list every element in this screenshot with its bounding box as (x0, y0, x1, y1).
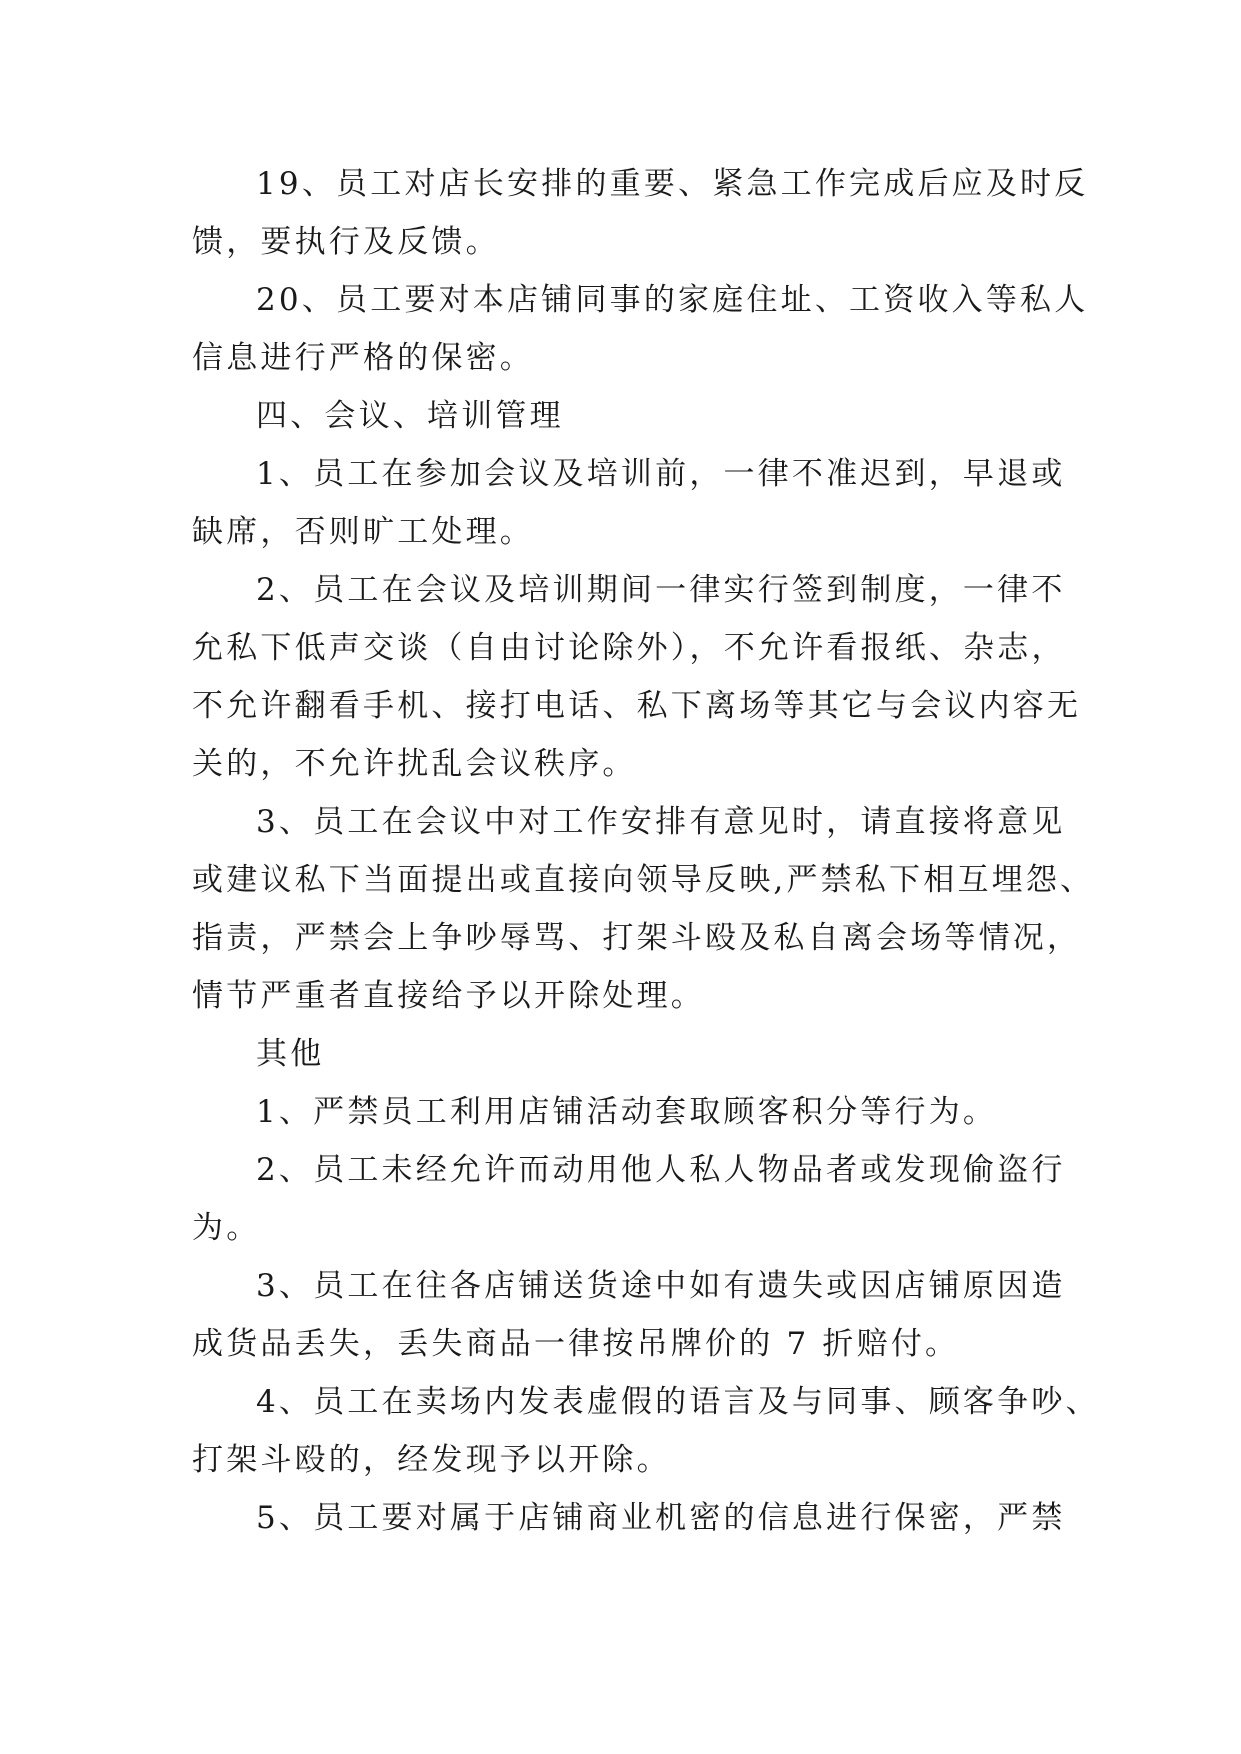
text-line: 馈，要执行及反馈。 (192, 224, 500, 260)
text-line: 1、严禁员工利用店铺活动套取顾客积分等行为。 (256, 1094, 998, 1130)
text-line: 19、员工对店长安排的重要、紧急工作完成后应及时反 (256, 166, 1089, 202)
text-line: 关的，不允许扰乱会议秩序。 (192, 746, 637, 782)
text-line: 指责，严禁会上争吵辱骂、打架斗殴及私自离会场等情况， (192, 920, 1082, 956)
text-line: 3、员工在往各店铺送货途中如有遗失或因店铺原因造 (256, 1268, 1066, 1304)
text-line: 信息进行严格的保密。 (192, 340, 534, 376)
section-heading: 四、会议、培训管理 (256, 398, 564, 434)
text-line: 成货品丢失，丢失商品一律按吊牌价的 7 折赔付。 (192, 1326, 960, 1362)
text-line: 或建议私下当面提出或直接向领导反映,严禁私下相互埋怨、 (192, 862, 1095, 898)
text-line: 4、员工在卖场内发表虚假的语言及与同事、顾客争吵、 (256, 1384, 1100, 1420)
text-line: 缺席，否则旷工处理。 (192, 514, 534, 550)
text-line: 20、员工要对本店铺同事的家庭住址、工资收入等私人 (256, 282, 1089, 318)
text-line: 1、员工在参加会议及培训前，一律不准迟到，早退或 (256, 456, 1066, 492)
text-line: 3、员工在会议中对工作安排有意见时，请直接将意见 (256, 804, 1066, 840)
text-line: 为。 (192, 1210, 261, 1246)
text-line: 打架斗殴的，经发现予以开除。 (192, 1442, 671, 1478)
text-line: 允私下低声交谈（自由讨论除外），不允许看报纸、杂志， (192, 630, 1066, 666)
text-line: 情节严重者直接给予以开除处理。 (192, 978, 705, 1014)
text-line: 2、员工在会议及培训期间一律实行签到制度，一律不 (256, 572, 1066, 608)
text-line: 2、员工未经允许而动用他人私人物品者或发现偷盗行 (256, 1152, 1066, 1188)
text-line: 5、员工要对属于店铺商业机密的信息进行保密，严禁 (256, 1500, 1066, 1536)
section-heading: 其他 (256, 1036, 325, 1072)
text-line: 不允许翻看手机、接打电话、私下离场等其它与会议内容无 (192, 688, 1082, 724)
